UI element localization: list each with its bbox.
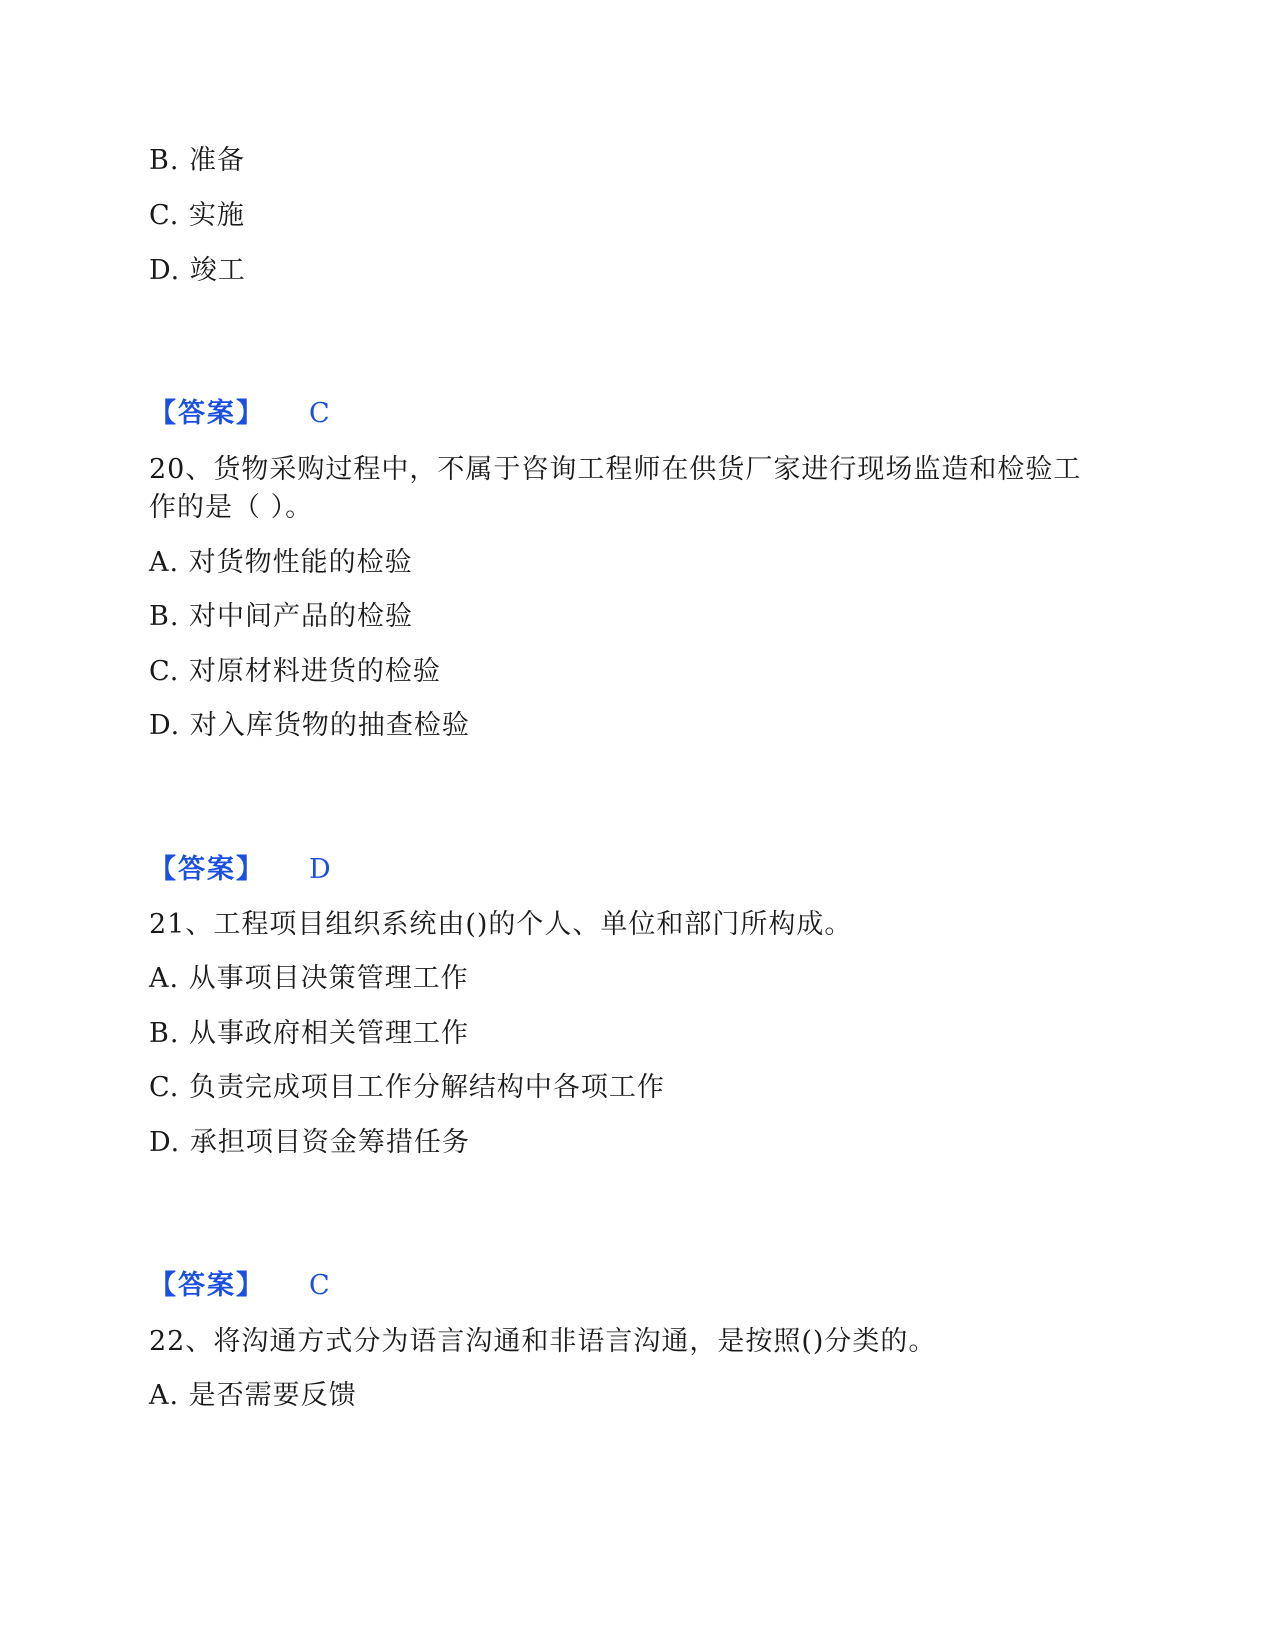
question-21-stem: 21、工程项目组织系统由()的个人、单位和部门所构成。 [149, 909, 853, 940]
option-q20-b: B. 对中间产品的检验 [149, 601, 414, 632]
answer-value: D [309, 854, 331, 885]
option-q21-d: D. 承担项目资金筹措任务 [149, 1127, 470, 1158]
answer-row-q19 [149, 396, 449, 432]
answer-label: 【答案】 [149, 1270, 265, 1301]
question-22-stem: 22、将沟通方式分为语言沟通和非语言沟通，是按照()分类的。 [149, 1326, 937, 1357]
answer-row-q21 [149, 1268, 449, 1304]
option-q20-c: C. 对原材料进货的检验 [149, 656, 441, 687]
option-q19-b: B. 准备 [149, 145, 246, 176]
answer-label: 【答案】 [149, 398, 265, 429]
answer-value: C [309, 1270, 330, 1301]
option-q19-c: C. 实施 [149, 200, 245, 231]
option-q19-d: D. 竣工 [149, 255, 246, 286]
question-20-stem-line2: 作的是（ ）。 [149, 492, 314, 523]
option-q21-b: B. 从事政府相关管理工作 [149, 1018, 470, 1049]
option-q22-a: A. 是否需要反馈 [149, 1380, 357, 1411]
option-q21-c: C. 负责完成项目工作分解结构中各项工作 [149, 1072, 665, 1103]
option-q21-a: A. 从事项目决策管理工作 [149, 963, 469, 994]
answer-label: 【答案】 [149, 854, 265, 885]
answer-value: C [309, 398, 330, 429]
option-q20-d: D. 对入库货物的抽查检验 [149, 710, 470, 741]
answer-row-q20 [149, 852, 449, 888]
option-q20-a: A. 对货物性能的检验 [149, 547, 413, 578]
question-20-stem-line1: 20、货物采购过程中，不属于咨询工程师在供货厂家进行现场监造和检验工 [149, 454, 1082, 485]
